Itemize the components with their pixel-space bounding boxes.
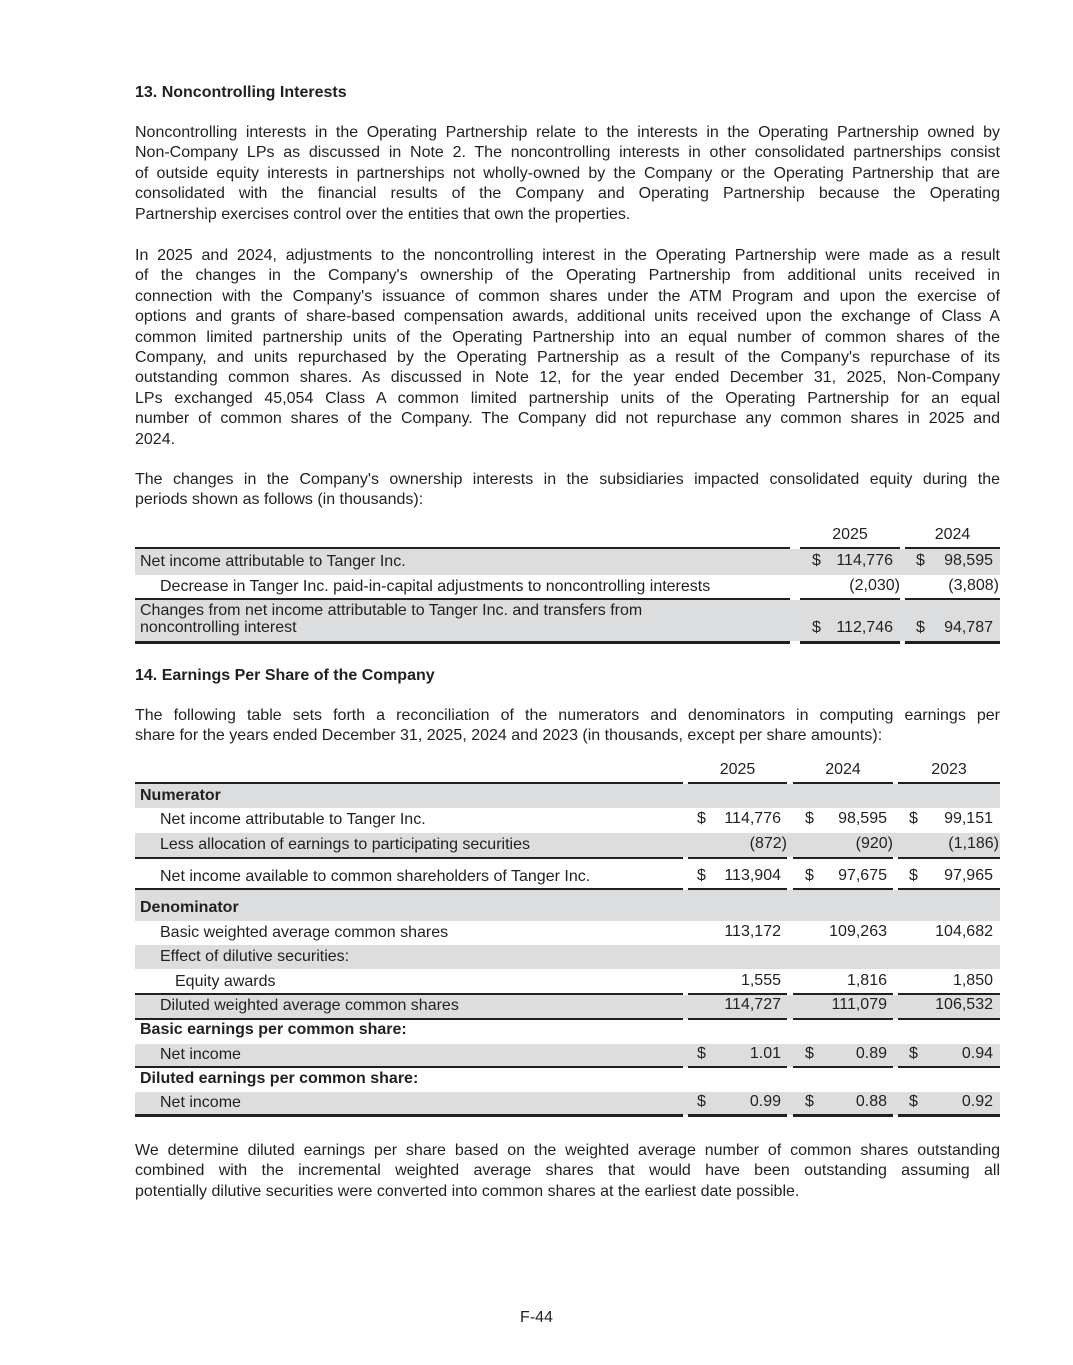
currency-symbol: $ [805, 867, 814, 884]
currency-symbol: $ [812, 552, 821, 569]
row-label: Basic weighted average common shares [160, 924, 449, 941]
text-line: connection with the Company's issuance of common shares under the ATM Program and upon the exercise of [135, 287, 1000, 305]
row-label: noncontrolling interest [140, 619, 297, 636]
text-line: consolidated with the financial results of the Company and Operating Partnership because the Operating [135, 185, 1000, 203]
cell-value: 113,172 [724, 923, 781, 940]
note-14-heading: 14. Earnings Per Share of the Company [135, 667, 435, 684]
section-row-diluted-eps [135, 1068, 1000, 1092]
currency-symbol: $ [697, 867, 706, 884]
table-row [135, 1044, 1000, 1067]
column-header-2023: 2023 [931, 761, 967, 778]
cell-value: 104,682 [935, 923, 993, 940]
currency-symbol: $ [916, 552, 925, 569]
section-label: Diluted earnings per common share: [140, 1070, 419, 1087]
section-label: Denominator [140, 899, 239, 916]
cell-value: (920) [855, 835, 893, 852]
column-header-2025: 2025 [832, 526, 868, 543]
table-header-row [135, 761, 1000, 781]
column-header-2024: 2024 [825, 761, 861, 778]
table-row [135, 969, 1000, 994]
cell-value: 106,532 [935, 996, 993, 1013]
cell-value: 0.92 [961, 1093, 993, 1110]
text-line: LPs exchanged 45,054 Class A common limited partnership units of the Operating Partnership for an equal [135, 389, 1000, 407]
currency-symbol: $ [697, 810, 706, 827]
note-13-heading: 13. Noncontrolling Interests [135, 84, 347, 101]
page-number: F-44 [520, 1309, 553, 1326]
text-line: potentially dilutive securities were converted into common shares at the earliest date possible. [135, 1182, 800, 1200]
currency-symbol: $ [909, 1045, 918, 1062]
text-line: Noncontrolling interests in the Operating Partnership relate to the interests in the Operating Partnership owned by [135, 124, 1000, 141]
cell-value: 114,776 [836, 552, 893, 569]
table-row [135, 833, 1000, 857]
cell-value: (2,030) [849, 577, 900, 594]
table-row [135, 808, 1000, 833]
currency-symbol: $ [805, 1045, 814, 1062]
text-line: options and grants of share-based compensation awards, additional units received upon the exchange of Class A [135, 308, 1000, 326]
row-label: Net income attributable to Tanger Inc. [160, 811, 426, 828]
currency-symbol: $ [909, 1093, 918, 1110]
cell-value: 111,079 [831, 996, 887, 1013]
section-label: Basic earnings per common share: [140, 1021, 407, 1038]
text-line: common limited partnership units of the Operating Partnership into an equal number of common shares of the [135, 328, 1000, 346]
cell-value: 114,776 [724, 810, 781, 827]
row-label: Equity awards [175, 973, 276, 990]
currency-symbol: $ [916, 619, 925, 636]
text-line: combined with the incremental weighted average shares that would have been outstanding assuming all [135, 1162, 1000, 1180]
row-label: Net income [160, 1094, 241, 1111]
note-13-paragraph-1 [135, 123, 1000, 225]
cell-value: 98,595 [944, 552, 993, 569]
currency-symbol: $ [909, 810, 918, 827]
cell-value: 1.01 [749, 1045, 781, 1062]
currency-symbol: $ [697, 1093, 706, 1110]
cell-value: 1,555 [740, 972, 781, 989]
table-row [135, 859, 1000, 888]
column-header-2024: 2024 [934, 526, 971, 543]
text-line: outstanding common shares. As discussed in Note 12, for the year ended December 31, 2025, Non-Company [135, 369, 1000, 387]
row-label: Changes from net income attributable to Tanger Inc. and transfers from [140, 602, 643, 619]
text-line: In 2025 and 2024, adjustments to the noncontrolling interest in the Operating Partnership were made as a result [135, 247, 1000, 264]
cell-value: (872) [749, 835, 787, 852]
note-13-paragraph-2 [135, 246, 1000, 450]
currency-symbol: $ [805, 810, 814, 827]
cell-value: 0.88 [855, 1093, 887, 1110]
column-header-2025: 2025 [719, 761, 756, 778]
table-header-row [135, 526, 1000, 546]
row-label: Net income [160, 1046, 241, 1063]
table-row [135, 945, 1000, 969]
row-label: Less allocation of earnings to participating securities [160, 836, 530, 853]
currency-symbol: $ [812, 619, 821, 636]
cell-value: 112,746 [836, 619, 893, 636]
text-line: 2024. [135, 430, 176, 448]
text-line: share for the years ended December 31, 2025, 2024 and 2023 (in thousands, except per share amounts): [135, 727, 883, 745]
table-row [135, 921, 1000, 945]
row-label: Effect of dilutive securities: [160, 948, 350, 965]
row-label: Diluted weighted average common shares [160, 997, 459, 1014]
note-14-paragraph-2 [135, 1141, 1000, 1202]
cell-value: 109,263 [829, 923, 887, 940]
cell-value: 97,675 [838, 867, 887, 884]
table-row [135, 600, 1000, 641]
section-row-basic-eps [135, 1020, 1000, 1044]
cell-value: (1,186) [948, 835, 999, 852]
row-label: Decrease in Tanger Inc. paid-in-capital adjustments to noncontrolling interests [160, 578, 711, 595]
text-line: We determine diluted earnings per share based on the weighted average number of common shares outstanding [135, 1142, 1000, 1159]
cell-value: 1,816 [846, 972, 887, 989]
cell-value: 1,850 [952, 972, 993, 989]
cell-value: 114,727 [724, 996, 781, 1013]
text-line: Partnership exercises control over the entities that own the properties. [135, 205, 631, 223]
cell-value: (3,808) [948, 577, 999, 594]
table-row [135, 1092, 1000, 1115]
text-line: Non-Company LPs as discussed in Note 2. The noncontrolling interests in other consolidated partnerships consist [135, 144, 1000, 162]
currency-symbol: $ [697, 1045, 706, 1062]
total-rule [135, 1114, 1000, 1117]
section-row-numerator [135, 784, 1000, 808]
cell-value: 0.99 [749, 1093, 781, 1110]
total-rule [135, 641, 1000, 644]
text-line: The changes in the Company's ownership interests in the subsidiaries impacted consolidated equity during the [135, 471, 1000, 488]
cell-value: 97,965 [944, 867, 993, 884]
cell-value: 98,595 [838, 810, 887, 827]
row-label: Net income attributable to Tanger Inc. [140, 553, 406, 570]
cell-value: 99,151 [944, 810, 993, 827]
section-label: Numerator [140, 787, 221, 804]
currency-symbol: $ [909, 867, 918, 884]
text-line: The following table sets forth a reconciliation of the numerators and denominators in computing earnings per [135, 707, 1000, 724]
note-14-paragraph-1 [135, 706, 1000, 747]
cell-value: 0.94 [961, 1045, 993, 1062]
row-label: Net income available to common shareholders of Tanger Inc. [160, 868, 591, 885]
text-line: Company, and units repurchased by the Operating Partnership as a result of the Company's repurchase of its [135, 348, 1000, 366]
note-13-paragraph-3 [135, 470, 1000, 511]
text-line: of the changes in the Company's ownership of the Operating Partnership from additional units received in [135, 267, 1000, 285]
table-row [135, 575, 1000, 599]
table-row [135, 995, 1000, 1019]
text-line: periods shown as follows (in thousands): [135, 491, 424, 509]
table-row [135, 549, 1000, 575]
text-line: number of common shares of the Company. The Company did not repurchase any common shares in 2025 and [135, 410, 1000, 428]
text-line: of outside equity interests in partnerships not wholly-owned by the Company or the Operating Partnership that are [135, 164, 1000, 182]
section-row-denominator [135, 890, 1000, 921]
cell-value: 113,904 [724, 867, 781, 884]
cell-value: 0.89 [855, 1045, 887, 1062]
cell-value: 94,787 [944, 619, 993, 636]
currency-symbol: $ [805, 1093, 814, 1110]
